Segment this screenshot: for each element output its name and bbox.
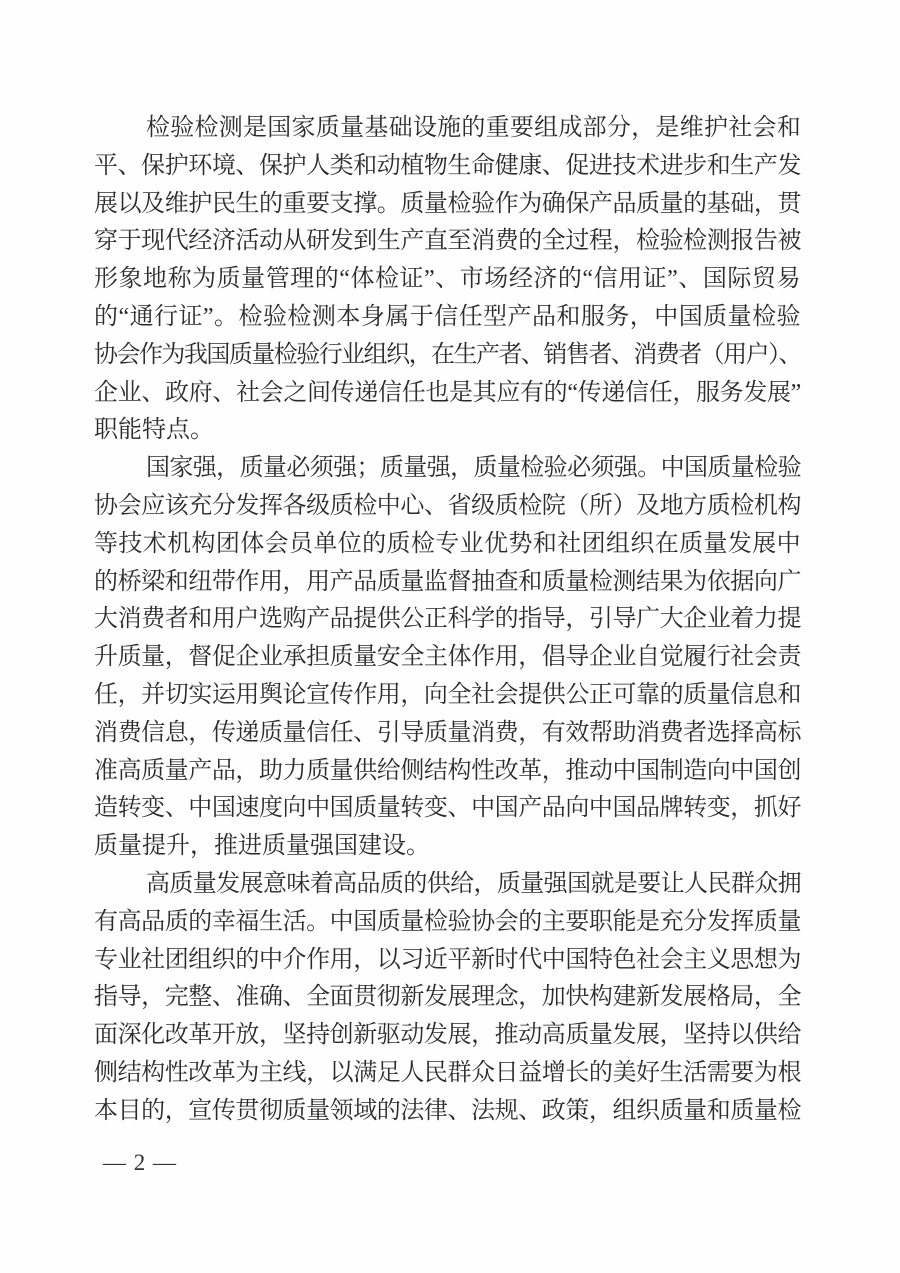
text-line: 展以及维护民生的重要支撑。质量检验作为确保产品质量的基础，贯 [94,190,802,217]
text-line: 企业、政府、社会之间传递信任也是其应有的“传递信任，服务发展” [94,379,801,406]
text-line: 穿于现代经济活动从研发到生产直至消费的全过程，检验检测报告被 [94,228,802,255]
paragraph-1 [94,110,801,450]
text-line: 协会应该充分发挥各级质检中心、省级质检院（所）及地方质检机构 [94,492,802,519]
text-line: 的桥梁和纽带作用，用产品质量监督抽查和质量检测结果为依据向广 [94,568,802,595]
text-line: 消费信息，传递质量信任、引导质量消费，有效帮助消费者选择高标 [94,719,802,746]
text-line: 准高质量产品，助力质量供给侧结构性改革，推动中国制造向中国创 [94,757,802,784]
text-line: 高质量发展意味着高品质的供给，质量强国就是要让人民群众拥 [146,870,802,897]
text-line: 侧结构性改革为主线，以满足人民群众日益增长的美好生活需要为根 [94,1059,802,1086]
text-line: 有高品质的幸福生活。中国质量检验协会的主要职能是充分发挥质量 [94,908,802,935]
text-line: 造转变、中国速度向中国质量转变、中国产品向中国品牌转变，抓好 [94,795,802,822]
text-line: 任，并切实运用舆论宣传作用，向全社会提供公正可靠的质量信息和 [94,681,802,708]
text-line: 质量提升，推进质量强国建设。 [94,833,430,860]
body-text [94,110,801,1131]
paragraph-3 [94,866,801,1131]
text-line: 专业社团组织的中介作用，以习近平新时代中国特色社会主义思想为 [94,946,802,973]
text-line: 形象地称为质量管理的“体检证”、市场经济的“信用证”、国际贸易 [94,266,802,293]
text-line: 大消费者和用户选购产品提供公正科学的指导，引导广大企业着力提 [94,606,802,633]
text-line: 升质量，督促企业承担质量安全主体作用，倡导企业自觉履行社会责 [94,644,802,671]
paragraph-2 [94,450,801,866]
page-number: — 2 — [103,1150,177,1175]
text-line: 平、保护环境、保护人类和动植物生命健康、促进技术进步和生产发 [94,152,802,179]
text-line: 本目的，宣传贯彻质量领域的法律、法规、政策，组织质量和质量检 [94,1097,802,1124]
text-line: 等技术机构团体会员单位的质检专业优势和社团组织在质量发展中 [94,530,801,557]
text-line: 检验检测是国家质量基础设施的重要组成部分，是维护社会和 [146,115,801,141]
text-line: 的“通行证”。检验检测本身属于信任型产品和服务，中国质量检验 [94,303,801,330]
text-line: 协会作为我国质量检验行业组织，在生产者、销售者、消费者（用户）、 [94,341,802,368]
text-line: 国家强，质量必须强；质量强，质量检验必须强。中国质量检验 [146,455,802,482]
text-line: 职能特点。 [94,417,214,444]
text-line: 指导，完整、准确、全面贯彻新发展理念，加快构建新发展格局，全 [94,984,802,1011]
text-line: 面深化改革开放，坚持创新驱动发展，推动高质量发展，坚持以供给 [94,1022,802,1049]
